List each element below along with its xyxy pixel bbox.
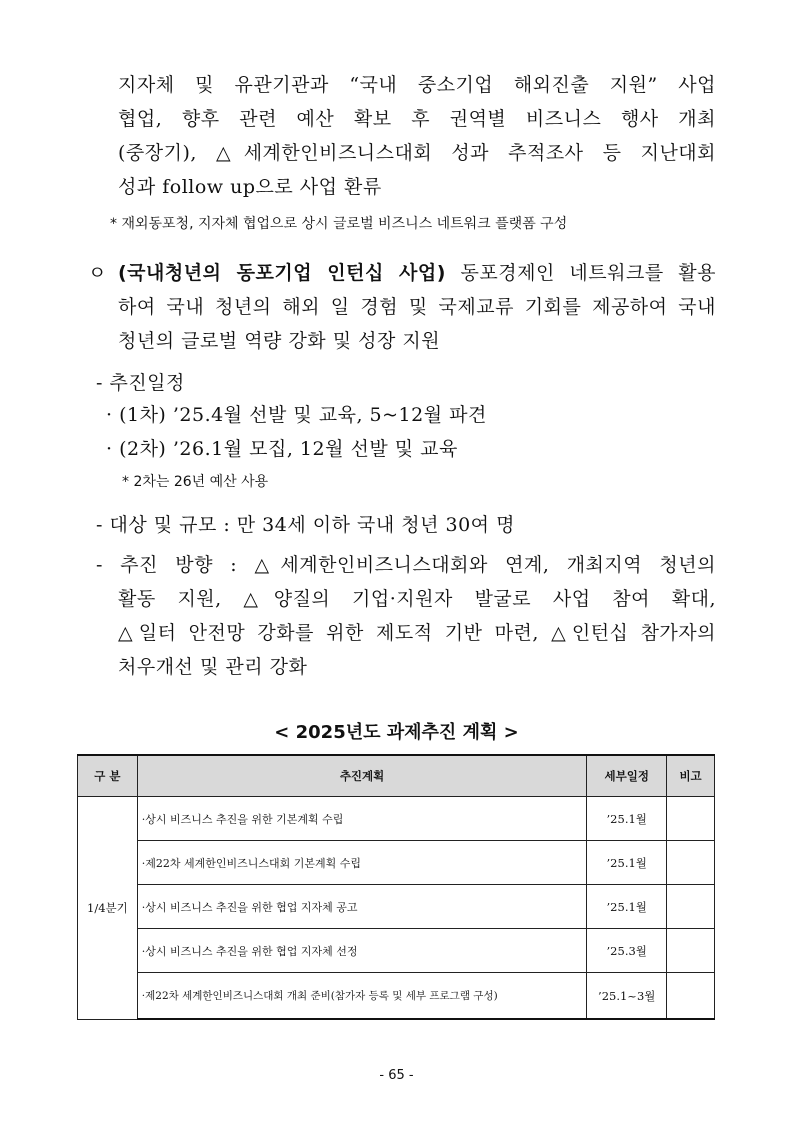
table-row: [78, 885, 715, 929]
remarks-cell: [667, 841, 715, 885]
section-heading-rest: 동포경제인 네트워크를 활용: [445, 262, 717, 284]
intro-line-2: 협업, 향후 관련 예산 확보 후 권역별 비즈니스 행사 개최: [118, 108, 716, 130]
schedule-footnote: * 2차는 26년 예산 사용: [122, 474, 269, 490]
intro-line-1: 지자체 및 유관기관과 “국내 중소기업 해외진출 지원” 사업: [118, 74, 716, 96]
target-line: - 대상 및 규모 : 만 34세 이하 국내 청년 30여 명: [96, 514, 515, 536]
schedule-item-2: · (2차) ’26.1월 모집, 12월 선발 및 교육: [106, 438, 458, 460]
remarks-cell: [667, 885, 715, 929]
header-schedule: 세부일정: [587, 755, 667, 797]
remarks-cell: [667, 973, 715, 1020]
section-bullet: ㅇ: [88, 262, 107, 284]
schedule-cell: ’25.1~3월: [587, 973, 667, 1020]
intro-footnote: * 재외동포청, 지자체 협업으로 상시 글로벌 비즈니스 네트워크 플랫폼 구성: [110, 216, 568, 232]
task-cell: ·제22차 세계한인비즈니스대회 개최 준비(참가자 등록 및 세부 프로그램 구성): [137, 973, 587, 1020]
table-row: [78, 929, 715, 973]
section-line-3: 청년의 글로벌 역량 강화 및 성장 지원: [118, 330, 441, 352]
task-cell: ·상시 비즈니스 추진을 위한 기본계획 수립: [137, 797, 587, 841]
schedule-item-1: · (1차) ’25.4월 선발 및 교육, 5~12월 파견: [106, 404, 487, 426]
section-heading-line: [118, 256, 716, 290]
direction-line-3: △일터 안전망 강화를 위한 제도적 기반 마련, △인턴십 참가자의: [118, 622, 716, 644]
section-line-2: 하여 국내 청년의 해외 일 경험 및 국제교류 기회를 제공하여 국내: [118, 296, 716, 318]
plan-table-header-row: [78, 755, 715, 797]
plan-table: [77, 754, 715, 1020]
plan-table-title: < 2025년도 과제추진 계획 >: [274, 722, 519, 743]
remarks-cell: [667, 929, 715, 973]
header-remarks: 비고: [667, 755, 715, 797]
task-cell: ·상시 비즈니스 추진을 위한 협업 지자체 공고: [137, 885, 587, 929]
direction-line-4: 처우개선 및 관리 강화: [118, 656, 308, 678]
page-number: - 65 -: [379, 1068, 414, 1083]
task-cell: ·제22차 세계한인비즈니스대회 기본계획 수립: [137, 841, 587, 885]
schedule-cell: ’25.1월: [587, 841, 667, 885]
task-cell: ·상시 비즈니스 추진을 위한 협업 지자체 선정: [137, 929, 587, 973]
direction-line-1: - 추진 방향 : △세계한인비즈니스대회와 연계, 개최지역 청년의: [96, 554, 716, 576]
table-row: [78, 973, 715, 1020]
period-cell: 1/4분기: [78, 797, 138, 1020]
intro-line-4: 성과 follow up으로 사업 환류: [118, 176, 382, 198]
intro-line-3: (중장기), △세계한인비즈니스대회 성과 추적조사 등 지난대회: [118, 142, 716, 164]
header-category: 구 분: [78, 755, 138, 797]
table-row: [78, 797, 715, 841]
remarks-cell: [667, 797, 715, 841]
schedule-label: - 추진일정: [96, 372, 185, 394]
schedule-cell: ’25.1월: [587, 885, 667, 929]
table-row: [78, 841, 715, 885]
direction-line-2: 활동 지원, △양질의 기업·지원자 발굴로 사업 참여 확대,: [118, 588, 716, 610]
section-heading: (국내청년의 동포기업 인턴십 사업): [118, 262, 446, 284]
schedule-cell: ’25.3월: [587, 929, 667, 973]
header-plan: 추진계획: [137, 755, 587, 797]
schedule-cell: ’25.1월: [587, 797, 667, 841]
